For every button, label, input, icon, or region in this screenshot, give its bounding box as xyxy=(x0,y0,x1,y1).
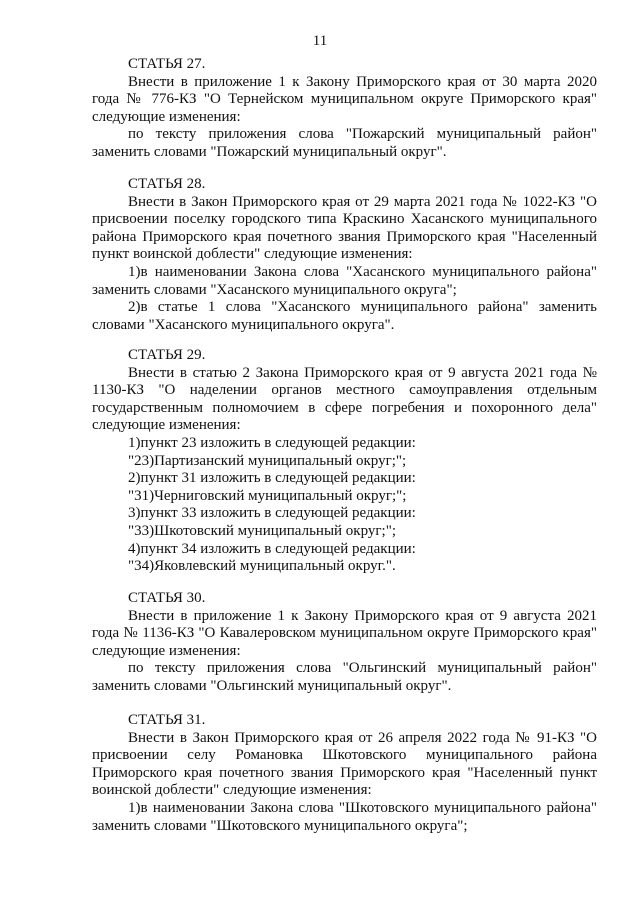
article-28 xyxy=(92,176,597,334)
article-item: по тексту приложения слова "Ольгинский муниципальный район" заменить словами "Ольгинский муниципальный округ". xyxy=(92,660,597,694)
article-item: 1)в наименовании Закона слова "Шкотовского муниципального района" заменить словами "Шкотовского муниципального округа"; xyxy=(92,799,597,834)
article-heading: СТАТЬЯ 31. xyxy=(128,712,206,728)
article-intro: Внести в приложение 1 к Закону Приморского края от 30 марта 2020 года № 776-КЗ "О Тернейском муниципальном округе Приморского края" следующие изменения: xyxy=(92,73,597,125)
article-line: 3)пункт 33 изложить в следующей редакции: xyxy=(128,505,416,522)
article-item: 1)в наименовании Закона слова "Хасанского муниципального района" заменить словами "Хасанского муниципального округа"; xyxy=(92,263,597,298)
article-heading: СТАТЬЯ 28. xyxy=(128,176,206,192)
article-heading: СТАТЬЯ 29. xyxy=(128,347,206,363)
article-item: 2)в статье 1 слова "Хасанского муниципального района" заменить словами "Хасанского муниципального округа". xyxy=(92,299,597,333)
article-line: "34)Яковлевский муниципальный округ.". xyxy=(128,558,396,575)
article-27 xyxy=(92,56,597,162)
article-30 xyxy=(92,590,597,696)
page-number: 11 xyxy=(312,33,328,49)
article-intro: Внести в статью 2 Закона Приморского края от 9 августа 2021 года № 1130-КЗ "О наделении органов местного самоуправления отдельным государственным полномочием в сфере погребения и похоронного дела" следующие изменения: xyxy=(92,364,597,434)
article-intro: Внести в приложение 1 к Закону Приморского края от 9 августа 2021 года № 1136-КЗ "О Кавалеровском муниципальном округе Приморского края" следующие изменения: xyxy=(92,607,597,659)
article-item: по тексту приложения слова "Пожарский муниципальный район" заменить словами "Пожарский муниципальный округ". xyxy=(92,126,597,160)
article-intro: Внести в Закон Приморского края от 26 апреля 2022 года № 91-КЗ "О присвоении селу Романовка Шкотовского муниципального района Приморского края почетного звания Приморского края "Населенный пункт воинской доблести" следующие изменения: xyxy=(92,729,597,799)
article-line: 4)пункт 34 изложить в следующей редакции: xyxy=(128,540,416,557)
article-29 xyxy=(92,347,597,576)
article-line: 2)пункт 31 изложить в следующей редакции: xyxy=(128,470,416,487)
article-line: 1)пункт 23 изложить в следующей редакции: xyxy=(128,434,416,451)
article-intro: Внести в Закон Приморского края от 29 марта 2021 года № 1022-КЗ "О присвоении поселку городского типа Краскино Хасанского муниципального района Приморского края почетного звания Приморского края "Населенный пункт воинской доблести" следующие изменения: xyxy=(92,193,597,263)
article-line: "31)Черниговский муниципальный округ;"; xyxy=(128,487,407,504)
article-line: "23)Партизанский муниципальный округ;"; xyxy=(128,452,407,469)
article-heading: СТАТЬЯ 30. xyxy=(128,590,206,606)
article-31 xyxy=(92,712,597,835)
article-heading: СТАТЬЯ 27. xyxy=(128,56,206,72)
article-line: "33)Шкотовский муниципальный округ;"; xyxy=(128,522,397,539)
